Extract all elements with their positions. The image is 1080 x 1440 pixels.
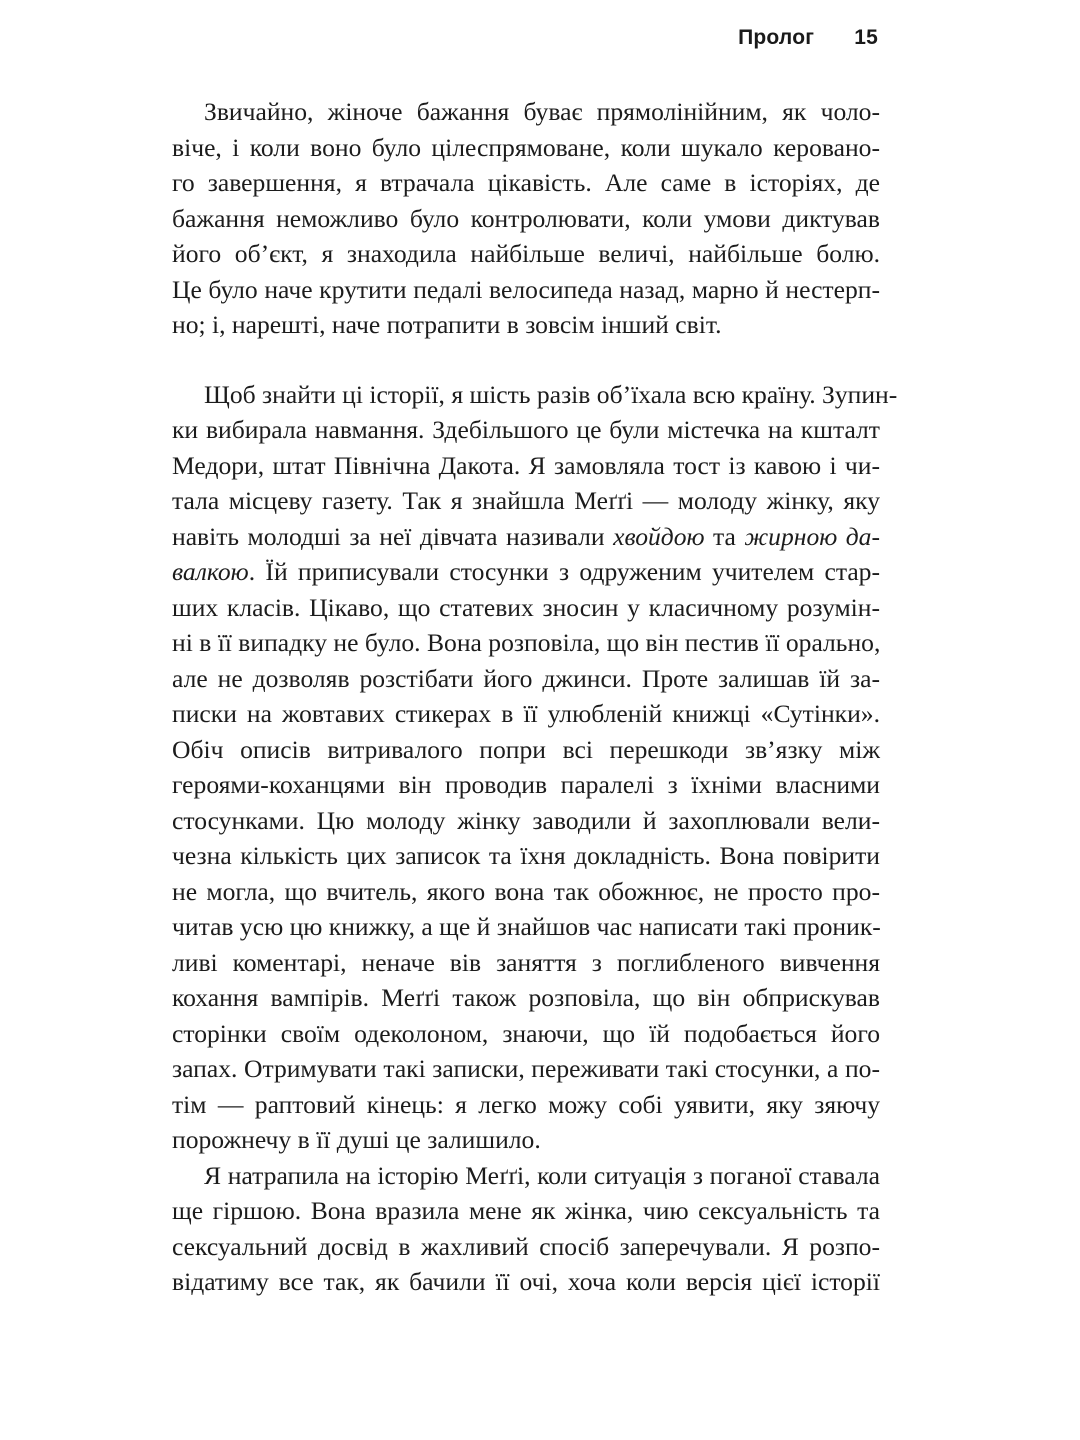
text-run: ливі коментарі, неначе вів заняття з поглибленого вивчення (172, 947, 880, 977)
text-line (172, 838, 880, 874)
text-line (172, 272, 880, 308)
text-line (172, 483, 880, 519)
text-run: тім — раптовий кінець: я легко можу собі уявити, яку зяючу (172, 1089, 880, 1119)
text-line (172, 448, 880, 484)
running-header (200, 24, 878, 52)
text-run: . Їй приписували стосунки з одруженим учителем стар- (248, 557, 880, 586)
text-line (172, 1016, 880, 1052)
text-line (172, 377, 898, 413)
text-line (172, 1158, 880, 1194)
paragraph (172, 377, 898, 1158)
page-number: 15 (854, 26, 878, 49)
italic-text: жирною да- (744, 521, 880, 551)
text-run: Я натрапила на історію Меґґі, коли ситуація з поганої ставала (204, 1160, 880, 1190)
text-line (172, 1087, 880, 1123)
italic-text: хвойдою (613, 521, 705, 551)
text-line (172, 554, 880, 590)
text-line (172, 945, 880, 981)
text-line (172, 661, 880, 697)
paragraph (172, 94, 880, 343)
section-title: Пролог (738, 26, 815, 49)
text-line (172, 767, 880, 803)
text-run: Медори, штат Північна Дакота. Я замовляла тост із кавою і чи- (172, 450, 880, 480)
text-run: тала місцеву газету. Так я знайшла Меґґі — молоду жінку, яку (172, 486, 880, 515)
text-line (172, 625, 880, 661)
text-run: кохання вампірів. Меґґі також розповіла, що він обприскував (172, 983, 880, 1012)
text-run: Це було наче крутити педалі велосипеда назад, марно й нестерп- (172, 274, 880, 304)
text-line (172, 412, 880, 448)
text-run: віче, і коли воно було цілеспрямоване, коли шукало керовано- (172, 132, 880, 162)
text-run: ших класів. Цікаво, що статевих зносин у класичному розумін- (172, 592, 880, 622)
text-run: навіть молодші за неї дівчата називали (172, 521, 614, 551)
body-text (172, 94, 898, 1300)
text-run: відатиму все так, як бачили її очі, хоча коли версія цієї історії (172, 1267, 880, 1296)
text-line (172, 236, 880, 272)
text-line (172, 590, 880, 626)
text-run: но; і, нарешті, наче потрапити в зовсім інший світ. (172, 310, 722, 339)
text-line (172, 519, 880, 555)
text-run: Звичайно, жіноче бажання буває прямолінійним, як чоло- (204, 97, 880, 126)
text-run: Обіч описів витривалого попри всі перешкоди зв’язку між (172, 734, 880, 764)
text-run: ні в її випадку не було. Вона розповіла, що він пестив її орально, (172, 628, 881, 657)
text-run: та (704, 521, 745, 551)
text-run: бажання неможливо було контролювати, коли умови диктував (172, 203, 880, 233)
text-line (172, 94, 880, 130)
text-run: порожнечу в її душі це залишило. (172, 1125, 541, 1154)
text-line (172, 1122, 880, 1158)
text-run: читав усю цю книжку, а ще й знайшов час написати такі проник- (172, 912, 881, 941)
text-line (172, 201, 880, 237)
paragraph-gap (172, 343, 880, 377)
text-run: го завершення, я втрачала цікавість. Але саме в історіях, де (172, 168, 880, 197)
text-line (172, 165, 880, 201)
text-line (172, 1051, 880, 1087)
text-run: але не дозволяв розстібати його джинси. Проте залишав їй за- (172, 663, 880, 693)
text-line (172, 130, 880, 166)
text-line (172, 1229, 880, 1265)
text-run: стосунками. Цю молоду жінку заводили й захоплювали вели- (172, 805, 880, 835)
text-run: чезна кількість цих записок та їхня докладність. Вона повірити (172, 841, 880, 870)
text-line (172, 696, 880, 732)
text-run: ще гіршою. Вона вразила мене як жінка, чию сексуальність та (172, 1196, 880, 1225)
text-run: його об’єкт, я знаходила найбільше величі, найбільше болю. (172, 239, 880, 268)
text-run: сексуальний досвід в жахливий спосіб заперечували. Я розпо- (172, 1231, 880, 1261)
text-run: Щоб знайти ці історії, я шість разів об’їхала всю країну. Зупин- (204, 379, 898, 409)
text-run: не могла, що вчитель, якого вона так обожнює, не просто про- (172, 876, 880, 906)
text-run: героями-коханцями він проводив паралелі з їхніми власними (172, 770, 880, 799)
text-line (172, 732, 880, 768)
text-run: ки вибирала навмання. Здебільшого це були містечка на кшталт (172, 415, 880, 444)
text-run: писки на жовтавих стикерах в її улюбленій книжці «Сутінки». (172, 699, 880, 728)
text-line (172, 1264, 880, 1300)
italic-text: валкою (172, 557, 249, 586)
text-run: сторінки своїм одеколоном, знаючи, що їй подобається його (172, 1018, 880, 1048)
text-line (172, 909, 880, 945)
text-line (172, 1193, 880, 1229)
text-line (172, 803, 880, 839)
text-run: запах. Отримувати такі записки, переживати такі стосунки, а по- (172, 1054, 880, 1083)
text-line (172, 980, 880, 1016)
text-line (172, 307, 880, 343)
text-line (172, 874, 880, 910)
paragraph (172, 1158, 880, 1300)
